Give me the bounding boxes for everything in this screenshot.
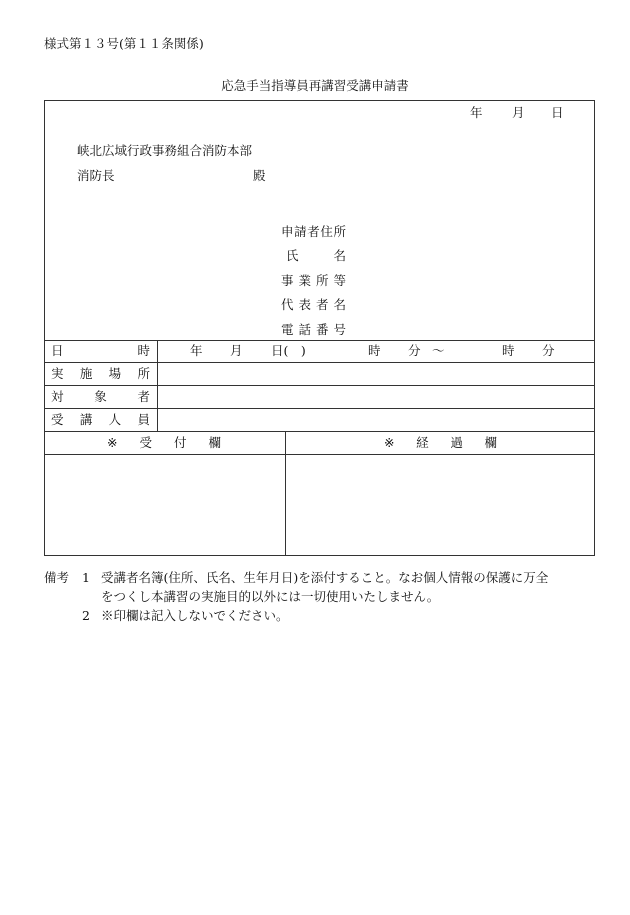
progress-column-header: ※ 経 過 欄 [384,435,497,450]
document-title: 応急手当指導員再講習受講申請書 [221,78,409,93]
table-row-line [44,362,595,363]
remark-1-number: 1 [82,570,90,585]
datetime-minute-start: 分 [408,343,421,358]
datetime-label: 日 時 [51,343,150,358]
addressee-organization: 峡北広域行政事務組合消防本部 [77,143,253,158]
addressee-position: 消防長 [77,168,115,183]
date-year-label: 年 [470,105,483,120]
applicant-name-label: 氏 名 [286,248,346,263]
applicant-address-label: 申 請 者 住 所 [281,224,346,239]
table-row-line [44,385,595,386]
datetime-hour-start: 時 [368,343,381,358]
applicant-office-label: 事 業 所 等 [281,273,346,288]
label-column-divider [157,340,158,431]
datetime-tilde: 〜 [432,343,445,358]
participants-label: 受 講 人 員 [51,412,150,427]
reception-column-header: ※ 受 付 欄 [107,435,221,450]
applicant-representative-label: 代 表 者 名 [281,297,346,312]
datetime-hour-end: 時 [502,343,515,358]
form-number: 様式第１３号(第１１条関係) [44,36,204,51]
remark-2-number: 2 [82,608,90,623]
target-label: 対 象 者 [51,389,150,404]
remark-1-text-continued: をつくし本講習の実施目的以外には一切使用いたしません。 [101,589,440,604]
table-top-line [44,340,595,341]
date-month-label: 月 [512,105,525,120]
datetime-month: 月 [230,343,243,358]
remarks-heading: 備考 [44,570,70,585]
addressee-honorific: 殿 [253,168,266,183]
table-row-line [44,431,595,432]
table-row-line [44,454,595,455]
table-row-line [44,408,595,409]
bottom-column-divider [285,431,286,556]
datetime-day-weekday: 日( ) [271,343,306,358]
date-day-label: 日 [551,105,564,120]
remark-2-text: ※印欄は記入しないでください。 [101,608,289,623]
remark-1-text: 受講者名簿(住所、氏名、生年月日)を添付すること。なお個人情報の保護に万全 [101,570,549,585]
datetime-minute-end: 分 [542,343,555,358]
datetime-year: 年 [190,343,203,358]
applicant-phone-label: 電 話 番 号 [281,322,346,337]
venue-label: 実 施 場 所 [51,366,150,381]
